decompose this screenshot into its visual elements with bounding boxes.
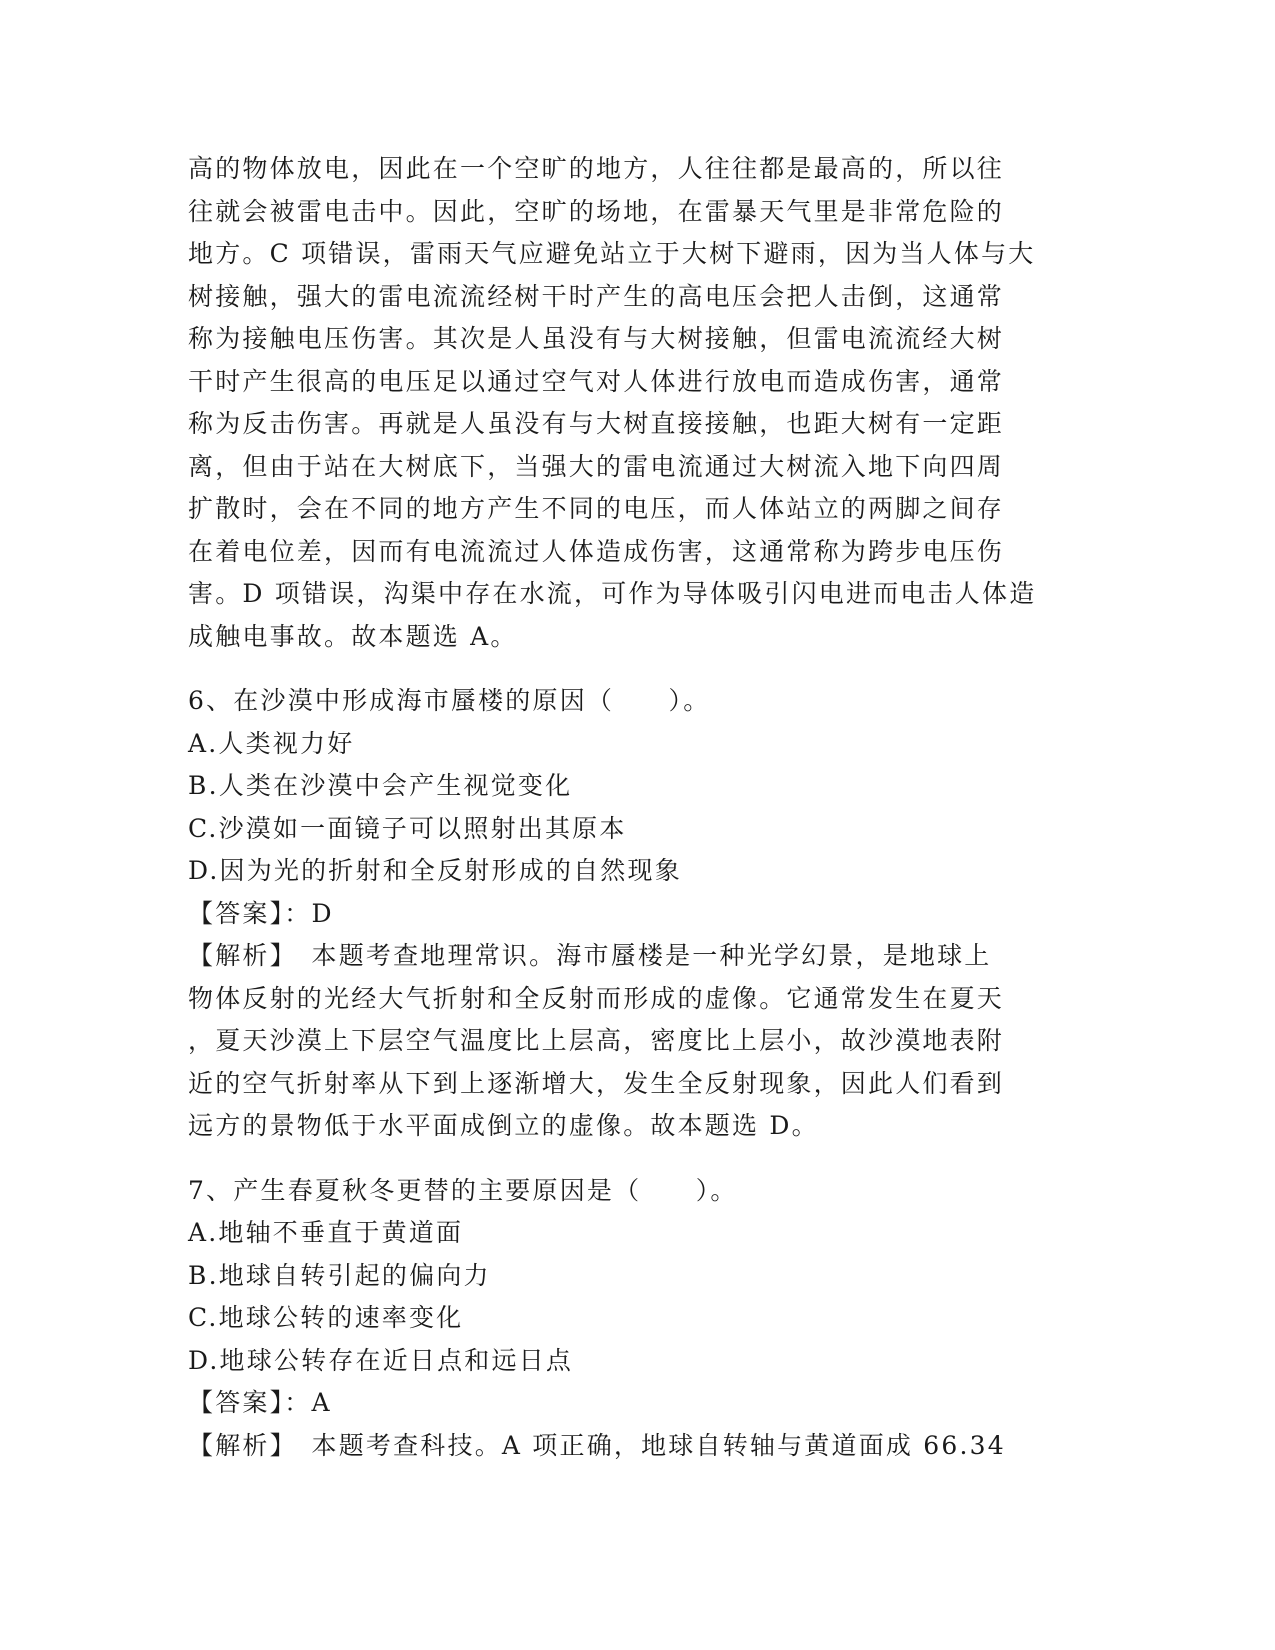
question-6 — [188, 680, 1088, 1148]
option-a: A.人类视力好 — [188, 728, 355, 758]
analysis-line: 近的空气折射率从下到上逐渐增大，发生全反射现象，因此人们看到 — [188, 1068, 1005, 1098]
spacer — [188, 658, 1088, 680]
paragraph-line: 成触电事故。故本题选 A。 — [188, 621, 518, 651]
question-7 — [188, 1170, 1088, 1468]
page-content — [188, 148, 1088, 1467]
question-stem: 7、产生春夏秋冬更替的主要原因是（ ）。 — [188, 1175, 738, 1205]
paragraph-line: 扩散时，会在不同的地方产生不同的电压，而人体站立的两脚之间存 — [188, 494, 1005, 523]
analysis-line: ，夏天沙漠上下层空气温度比上层高，密度比上层小，故沙漠地表附 — [188, 1026, 1005, 1055]
analysis-line: 远方的景物低于水平面成倒立的虚像。故本题选 D。 — [188, 1111, 819, 1140]
paragraph-line: 往就会被雷电击中。因此，空旷的场地，在雷暴天气里是非常危险的 — [188, 196, 1005, 226]
paragraph-line: 干时产生很高的电压足以通过空气对人体进行放电而造成伤害，通常 — [188, 366, 1005, 396]
previous-analysis-continuation — [188, 148, 1088, 658]
option-d: D.因为光的折射和全反射形成的自然现象 — [188, 856, 682, 885]
option-c: C.沙漠如一面镜子可以照射出其原本 — [188, 813, 627, 843]
option-b: B.人类在沙漠中会产生视觉变化 — [188, 771, 573, 800]
option-a: A.地轴不垂直于黄道面 — [188, 1218, 464, 1247]
analysis-line: 【解析】 本题考查地理常识。海市蜃楼是一种光学幻景，是地球上 — [188, 941, 992, 970]
analysis-line: 【解析】 本题考查科技。A 项正确，地球自转轴与黄道面成 66.34 — [188, 1430, 1006, 1460]
paragraph-line: 树接触，强大的雷电流流经树干时产生的高电压会把人击倒，这通常 — [188, 281, 1005, 311]
paragraph-line: 离，但由于站在大树底下，当强大的雷电流通过大树流入地下向四周 — [188, 451, 1005, 481]
option-d: D.地球公转存在近日点和远日点 — [188, 1345, 574, 1375]
spacer — [188, 1148, 1088, 1170]
option-c: C.地球公转的速率变化 — [188, 1303, 464, 1332]
analysis-line: 物体反射的光经大气折射和全反射而形成的虚像。它通常发生在夏天 — [188, 983, 1005, 1013]
answer-line: 【答案】：A — [188, 1388, 332, 1417]
option-b: B.地球自转引起的偏向力 — [188, 1260, 491, 1290]
question-stem: 6、在沙漠中形成海市蜃楼的原因（ ）。 — [188, 686, 711, 715]
paragraph-line: 地方。C 项错误，雷雨天气应避免站立于大树下避雨，因为当人体与大 — [188, 239, 1036, 268]
paragraph-line: 称为接触电压伤害。其次是人虽没有与大树接触，但雷电流流经大树 — [188, 324, 1005, 353]
paragraph-line: 高的物体放电，因此在一个空旷的地方，人往往都是最高的，所以往 — [188, 154, 1005, 183]
answer-line: 【答案】：D — [188, 898, 334, 928]
paragraph-line: 害。D 项错误，沟渠中存在水流，可作为导体吸引闪电进而电击人体造 — [188, 579, 1037, 608]
paragraph-line: 称为反击伤害。再就是人虽没有与大树直接接触，也距大树有一定距 — [188, 409, 1005, 438]
paragraph-line: 在着电位差，因而有电流流过人体造成伤害，这通常称为跨步电压伤 — [188, 536, 1005, 566]
